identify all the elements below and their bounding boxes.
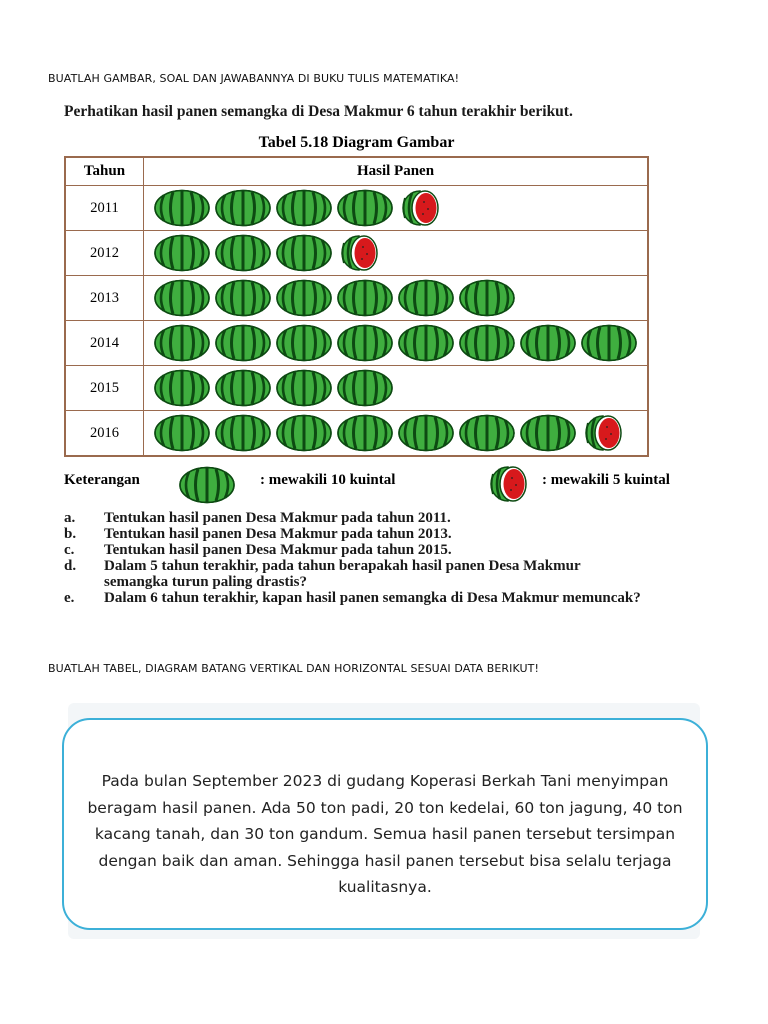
watermelon-half-icon	[400, 190, 440, 226]
watermelon-whole-icon	[398, 324, 454, 362]
question-letter: b.	[64, 526, 77, 542]
watermelon-whole-icon	[459, 324, 515, 362]
watermelon-whole-icon	[337, 414, 393, 452]
legend-whole-text: : mewakili 10 kuintal	[260, 472, 396, 488]
watermelon-half-icon	[486, 466, 528, 502]
watermelon-whole-icon	[337, 189, 393, 227]
watermelon-whole-icon	[337, 279, 393, 317]
instruction-2: BUATLAH TABEL, DIAGRAM BATANG VERTIKAL DAN HORIZONTAL SESUAI DATA BERIKUT!	[48, 662, 539, 675]
question-text: Dalam 5 tahun terakhir, pada tahun berapakah hasil panen Desa Makmur semangka turun paling drastis?	[104, 558, 581, 590]
table-row	[65, 411, 648, 457]
question-item	[64, 542, 644, 558]
watermelon-whole-icon	[215, 279, 271, 317]
table-row	[65, 231, 648, 276]
harvest-cell	[144, 276, 649, 321]
watermelon-whole-icon	[276, 324, 332, 362]
legend	[64, 466, 724, 500]
watermelon-whole-icon	[398, 414, 454, 452]
year-cell: 2015	[65, 366, 144, 411]
watermelon-whole-icon	[520, 414, 576, 452]
watermelon-whole-icon	[459, 279, 515, 317]
watermelon-whole-icon	[215, 189, 271, 227]
watermelon-whole-icon	[215, 234, 271, 272]
harvest-cell	[144, 366, 649, 411]
question-list	[64, 510, 644, 606]
harvest-cell	[144, 321, 649, 366]
question-text: Dalam 6 tahun terakhir, kapan hasil panen semangka di Desa Makmur memuncak?	[104, 590, 641, 606]
question-text: Tentukan hasil panen Desa Makmur pada tahun 2015.	[104, 542, 452, 558]
watermelon-whole-icon	[215, 369, 271, 407]
question-text: Tentukan hasil panen Desa Makmur pada tahun 2013.	[104, 526, 452, 542]
question-item	[64, 510, 644, 526]
watermelon-whole-icon	[276, 234, 332, 272]
intro-text: Perhatikan hasil panen semangka di Desa Makmur 6 tahun terakhir berikut.	[64, 103, 573, 120]
watermelon-whole-icon	[276, 369, 332, 407]
watermelon-half-icon	[339, 235, 379, 271]
year-cell: 2011	[65, 186, 144, 231]
question-item	[64, 526, 644, 542]
watermelon-whole-icon	[337, 369, 393, 407]
pictogram-table	[64, 156, 649, 457]
legend-label: Keterangan	[64, 472, 140, 488]
table-row	[65, 321, 648, 366]
year-cell: 2016	[65, 411, 144, 457]
story-box	[62, 718, 708, 930]
watermelon-whole-icon	[398, 279, 454, 317]
instruction-1: BUATLAH GAMBAR, SOAL DAN JAWABANNYA DI BUKU TULIS MATEMATIKA!	[48, 72, 460, 85]
year-cell: 2012	[65, 231, 144, 276]
watermelon-whole-icon	[520, 324, 576, 362]
col-header-year: Tahun	[65, 157, 144, 186]
question-letter: d.	[64, 558, 77, 574]
question-letter: e.	[64, 590, 75, 606]
watermelon-whole-icon	[581, 324, 637, 362]
harvest-cell	[144, 411, 649, 457]
table-row	[65, 276, 648, 321]
watermelon-whole-icon	[215, 414, 271, 452]
watermelon-whole-icon	[276, 414, 332, 452]
table-row	[65, 366, 648, 411]
watermelon-whole-icon	[154, 324, 210, 362]
legend-half-text: : mewakili 5 kuintal	[542, 472, 670, 488]
watermelon-whole-icon	[154, 189, 210, 227]
harvest-cell	[144, 186, 649, 231]
watermelon-whole-icon	[154, 414, 210, 452]
watermelon-whole-icon	[276, 189, 332, 227]
question-letter: c.	[64, 542, 75, 558]
story-text: Pada bulan September 2023 di gudang Koperasi Berkah Tani menyimpan beragam hasil panen. Ada 50 ton padi, 20 ton kedelai, 60 ton jagung, 40 ton kacang tanah, dan 30 ton gandum. Semua hasil panen tersebut tersimpan dengan baik dan aman. Sehingga hasil panen tersebut bisa selalu terjaga kualitasnya.	[87, 772, 683, 896]
watermelon-whole-icon	[154, 234, 210, 272]
table-row	[65, 186, 648, 231]
col-header-harvest: Hasil Panen	[144, 157, 649, 186]
question-letter: a.	[64, 510, 76, 526]
table-title: Tabel 5.18 Diagram Gambar	[258, 134, 455, 151]
year-cell: 2013	[65, 276, 144, 321]
watermelon-whole-icon	[276, 279, 332, 317]
watermelon-whole-icon	[215, 324, 271, 362]
watermelon-whole-icon	[179, 466, 240, 504]
question-item	[64, 558, 644, 590]
watermelon-whole-icon	[154, 369, 210, 407]
watermelon-whole-icon	[154, 279, 210, 317]
watermelon-whole-icon	[337, 324, 393, 362]
watermelon-whole-icon	[459, 414, 515, 452]
question-text: Tentukan hasil panen Desa Makmur pada tahun 2011.	[104, 510, 451, 526]
question-item	[64, 590, 644, 606]
year-cell: 2014	[65, 321, 144, 366]
watermelon-half-icon	[583, 415, 623, 451]
harvest-cell	[144, 231, 649, 276]
